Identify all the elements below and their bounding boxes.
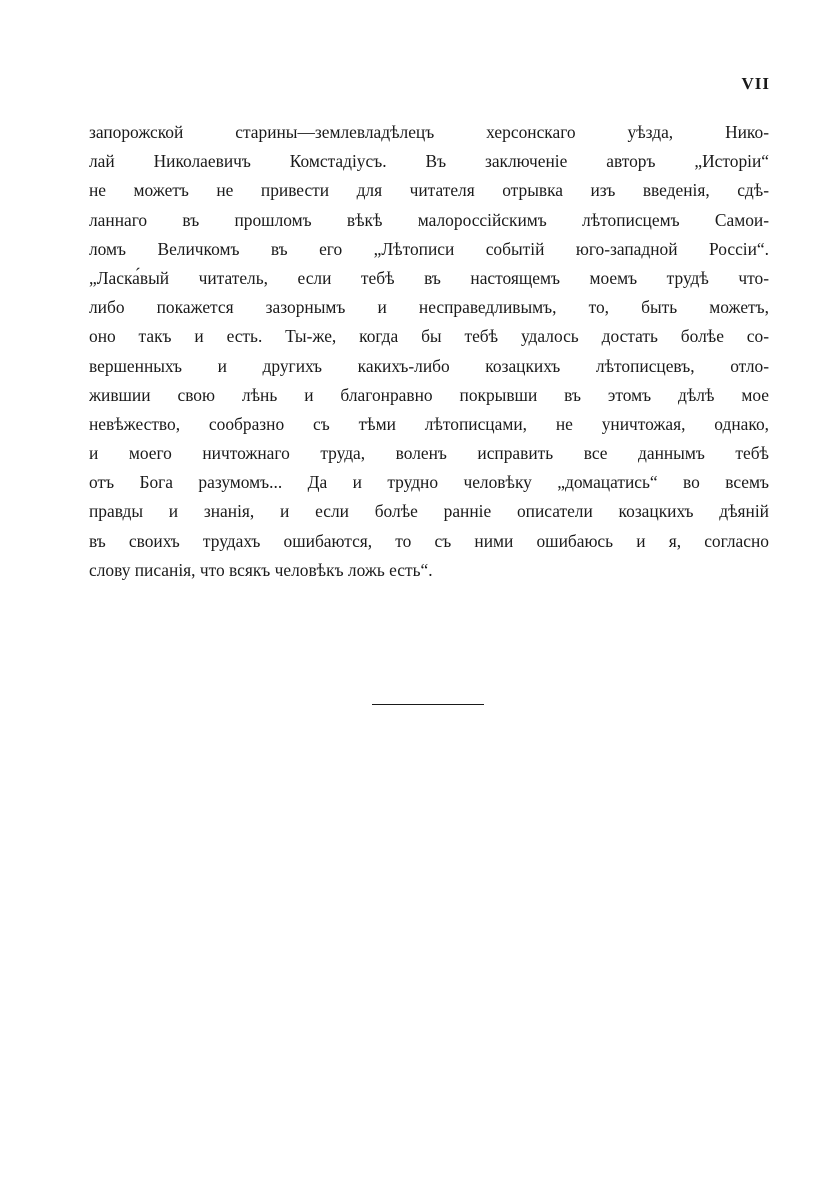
text-line: слову писанія, что всякъ человѣкъ ложь есть“. bbox=[89, 559, 433, 580]
text-line: вершенныхъ и другихъ какихъ-либо козацкихъ лѣтописцевъ, отло- bbox=[89, 355, 769, 376]
text-line: либо покажется зазорнымъ и несправедливымъ, то, быть можетъ, bbox=[89, 297, 769, 318]
text-line: невѣжество, сообразно съ тѣми лѣтописцами, не уничтожая, однако, bbox=[89, 413, 769, 434]
text-line: отъ Бога разумомъ... Да и трудно человѣку „домацатись“ во всемъ bbox=[89, 472, 769, 493]
text-line: правды и знанія, и если болѣе ранніе описатели козацкихъ дѣяній bbox=[89, 501, 769, 522]
body-text bbox=[89, 118, 769, 585]
text-line: запорожской старины—землевладѣлецъ херсонскаго уѣзда, Нико- bbox=[89, 122, 769, 142]
text-line: ломъ Величкомъ въ его „Лѣтописи событій юго-западной Россіи“. bbox=[89, 238, 769, 259]
text-line: ланнаго въ прошломъ вѣкѣ малороссійскимъ лѣтописцемъ Самои- bbox=[89, 209, 769, 230]
text-line: не можетъ не привести для читателя отрывка изъ введенія, сдѣ- bbox=[89, 180, 769, 201]
text-line: „Ласка́вый читатель, если тебѣ въ настоящемъ моемъ трудѣ что- bbox=[89, 267, 769, 288]
text-line: оно такъ и есть. Ты-же, когда бы тебѣ удалось достать болѣе со- bbox=[89, 326, 769, 347]
page-number: VII bbox=[741, 74, 770, 93]
text-line: въ своихъ трудахъ ошибаются, то съ ними ошибаюсь и я, согласно bbox=[89, 530, 769, 551]
text-line: жившии свою лѣнь и благонравно покрывши въ этомъ дѣлѣ мое bbox=[89, 384, 769, 405]
text-line: и моего ничтожнаго труда, воленъ исправить все даннымъ тебѣ bbox=[89, 443, 769, 464]
text-line: лай Николаевичъ Комстадіусъ. Въ заключеніе авторъ „Исторіи“ bbox=[89, 151, 769, 172]
section-separator-rule bbox=[372, 704, 484, 705]
